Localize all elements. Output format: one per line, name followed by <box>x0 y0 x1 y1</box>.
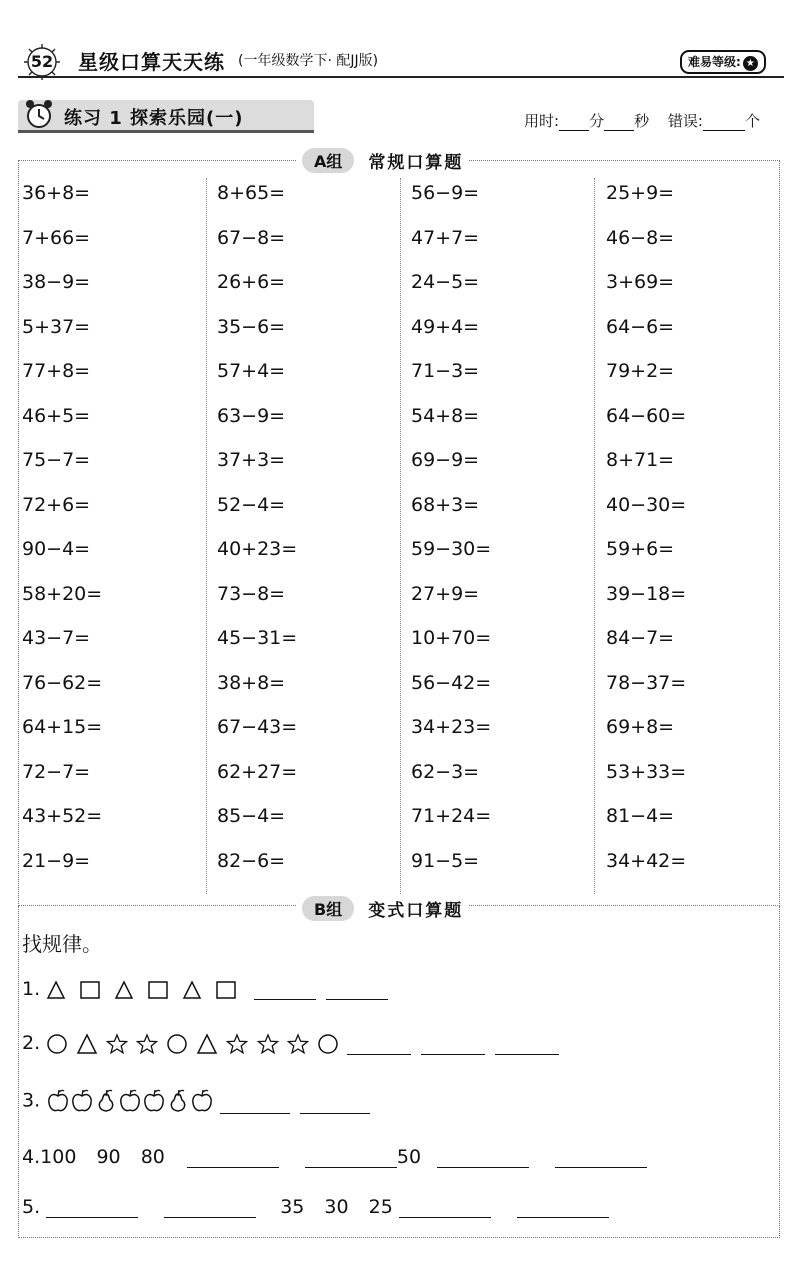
arithmetic-problem: 58+20= <box>22 582 103 605</box>
group-a-pill: A组 <box>302 148 354 173</box>
arithmetic-problem: 69−9= <box>411 449 480 471</box>
errors-blank[interactable] <box>703 116 745 131</box>
arithmetic-problem: 26+6= <box>217 271 286 293</box>
apple-icon <box>142 1088 166 1114</box>
exercise-title: 练习 1 探索乐园(一) <box>64 108 244 129</box>
arithmetic-problem: 59−30= <box>411 538 492 560</box>
arithmetic-problem: 43+52= <box>22 805 103 827</box>
answer-blank[interactable] <box>164 1199 256 1218</box>
apple-icon <box>118 1088 142 1114</box>
item-number: 1. <box>22 978 41 1000</box>
arithmetic-problem: 36+8= <box>22 182 91 204</box>
star-icon <box>287 1033 309 1055</box>
arithmetic-problem: 72+6= <box>22 493 91 516</box>
sequence-value: 25 <box>368 1196 393 1218</box>
column-divider <box>594 178 595 894</box>
arithmetic-problem: 46−8= <box>606 226 675 249</box>
difficulty-badge <box>680 50 766 74</box>
arithmetic-problem: 39−18= <box>606 582 687 605</box>
arithmetic-problem: 46+5= <box>22 404 91 427</box>
sequence-value: 80 <box>140 1146 165 1168</box>
circle-icon <box>166 1033 188 1055</box>
answer-blank[interactable] <box>347 1036 411 1055</box>
arithmetic-problem: 67−8= <box>217 226 286 249</box>
minutes-label: 分 <box>589 112 605 130</box>
arithmetic-problem: 40−30= <box>606 493 687 516</box>
answer-blank[interactable] <box>326 981 388 1000</box>
group-b-frame <box>18 906 780 1238</box>
arithmetic-problem: 25+9= <box>606 182 675 204</box>
pear-icon <box>94 1088 118 1114</box>
arithmetic-problem: 77+8= <box>22 360 91 382</box>
arithmetic-problem: 62−3= <box>411 760 480 783</box>
arithmetic-problem: 64−6= <box>606 315 675 338</box>
arithmetic-problem: 69+8= <box>606 716 675 738</box>
answer-blank[interactable] <box>517 1199 609 1218</box>
item-number: 2. <box>22 1032 41 1054</box>
answer-blank[interactable] <box>300 1095 370 1114</box>
apple-icon <box>46 1088 70 1114</box>
header-rule <box>18 76 784 78</box>
page-number: 52 <box>30 52 54 71</box>
arithmetic-problem: 64−60= <box>606 404 687 427</box>
seconds-label: 秒 <box>634 112 650 130</box>
group-a-header <box>296 146 469 174</box>
answer-blank[interactable] <box>305 1149 397 1168</box>
star-icon <box>136 1033 158 1055</box>
column-divider <box>400 178 401 894</box>
circle-icon <box>317 1033 339 1055</box>
arithmetic-problem: 7+66= <box>22 226 91 249</box>
pattern-1 <box>22 978 398 1000</box>
difficulty-label: 难易等级: <box>688 55 741 69</box>
arithmetic-problem: 34+42= <box>606 849 687 872</box>
sequence-value: 30 <box>324 1196 349 1218</box>
arithmetic-problem: 64+15= <box>22 716 103 738</box>
time-label: 用时: <box>524 112 560 130</box>
series-title: 星级口算天天练 <box>78 50 225 74</box>
answer-blank[interactable] <box>555 1149 647 1168</box>
arithmetic-problem: 53+33= <box>606 760 687 783</box>
arithmetic-problem: 10+70= <box>411 627 492 649</box>
arithmetic-problem: 85−4= <box>217 805 286 827</box>
star-icon: ★ <box>743 56 758 71</box>
square-icon <box>78 980 102 1000</box>
arithmetic-problem: 72−7= <box>22 760 91 783</box>
sequence-value: 50 <box>396 1146 422 1168</box>
arithmetic-problem: 34+23= <box>411 716 492 738</box>
arithmetic-problem: 54+8= <box>411 404 480 427</box>
arithmetic-problem: 56−42= <box>411 671 492 694</box>
count-label: 个 <box>744 112 760 130</box>
answer-blank[interactable] <box>495 1036 559 1055</box>
star-icon <box>226 1033 248 1055</box>
arithmetic-problem: 91−5= <box>411 849 480 872</box>
item-number: 5. <box>22 1196 41 1218</box>
answer-blank[interactable] <box>220 1095 290 1114</box>
square-icon <box>214 980 238 1000</box>
arithmetic-problem: 73−8= <box>217 582 286 605</box>
answer-blank[interactable] <box>437 1149 529 1168</box>
alarm-clock-icon <box>22 97 56 131</box>
arithmetic-problem: 57+4= <box>217 360 286 382</box>
sequence-value: 100 <box>40 1146 77 1168</box>
arithmetic-problem: 79+2= <box>606 360 675 382</box>
arithmetic-problem: 81−4= <box>606 805 675 827</box>
arithmetic-problem: 59+6= <box>606 538 675 560</box>
arithmetic-problem: 62+27= <box>217 760 298 783</box>
group-a-title: 常规口算题 <box>368 152 464 173</box>
arithmetic-problem: 27+9= <box>411 582 480 605</box>
arithmetic-problem: 38−9= <box>22 271 91 293</box>
arithmetic-problem: 8+65= <box>217 182 286 204</box>
arithmetic-problem: 90−4= <box>22 538 91 560</box>
square-icon <box>146 980 170 1000</box>
arithmetic-problem: 45−31= <box>217 627 298 649</box>
arithmetic-problem: 76−62= <box>22 671 103 694</box>
group-b-header <box>296 894 469 922</box>
sequence-value: 90 <box>96 1146 121 1168</box>
answer-blank[interactable] <box>399 1199 491 1218</box>
arithmetic-problem: 67−43= <box>217 716 298 738</box>
item-number: 3. <box>22 1089 41 1112</box>
group-b-title: 变式口算题 <box>368 900 464 921</box>
arithmetic-problem: 35−6= <box>217 315 286 338</box>
sequence-4 <box>22 1146 657 1168</box>
arithmetic-problem: 43−7= <box>22 627 91 649</box>
arithmetic-problem: 84−7= <box>606 627 675 649</box>
arithmetic-problem: 47+7= <box>411 226 480 249</box>
arithmetic-problem: 38+8= <box>217 671 286 694</box>
group-b-pill: B组 <box>302 896 354 921</box>
arithmetic-problem: 63−9= <box>217 404 286 427</box>
apple-icon <box>190 1088 214 1114</box>
pattern-2 <box>22 1032 569 1055</box>
arithmetic-problem: 40+23= <box>217 538 298 560</box>
apple-icon <box>70 1088 94 1114</box>
arithmetic-problem: 49+4= <box>411 315 480 338</box>
arithmetic-problem: 68+3= <box>411 493 480 516</box>
arithmetic-problem: 82−6= <box>217 849 286 872</box>
arithmetic-problem: 71+24= <box>411 805 492 827</box>
seconds-blank[interactable] <box>604 116 634 131</box>
triangle-icon <box>182 980 202 1000</box>
arithmetic-problem: 56−9= <box>411 182 480 204</box>
item-number: 4. <box>22 1146 41 1168</box>
arithmetic-problem: 24−5= <box>411 271 480 293</box>
answer-blank[interactable] <box>187 1149 279 1168</box>
minutes-blank[interactable] <box>559 116 589 131</box>
arithmetic-problem: 8+71= <box>606 449 675 471</box>
triangle-icon <box>114 980 134 1000</box>
arithmetic-problem: 52−4= <box>217 493 286 516</box>
arithmetic-problem: 21−9= <box>22 849 91 872</box>
arithmetic-problem: 78−37= <box>606 671 687 694</box>
timer-row <box>524 110 760 131</box>
arithmetic-problem: 75−7= <box>22 449 91 471</box>
star-icon <box>106 1033 128 1055</box>
arithmetic-problem: 71−3= <box>411 360 480 382</box>
pear-icon <box>166 1088 190 1114</box>
triangle-icon <box>76 1033 98 1055</box>
arithmetic-problem: 5+37= <box>22 315 91 338</box>
triangle-icon <box>46 980 66 1000</box>
error-label: 错误: <box>667 112 703 130</box>
instruction: 找规律。 <box>22 932 102 956</box>
column-divider <box>206 178 207 894</box>
sequence-5 <box>22 1196 619 1218</box>
answer-blank[interactable] <box>421 1036 485 1055</box>
arithmetic-problem: 3+69= <box>606 271 675 293</box>
pattern-3 <box>22 1088 380 1114</box>
triangle-icon <box>196 1033 218 1055</box>
sequence-value: 35 <box>280 1196 305 1218</box>
answer-blank[interactable] <box>46 1199 138 1218</box>
answer-blank[interactable] <box>254 981 316 1000</box>
arithmetic-problem: 37+3= <box>217 449 286 471</box>
series-subtitle: (一年级数学下· 配JJ版) <box>238 53 379 69</box>
star-icon <box>257 1033 279 1055</box>
circle-icon <box>46 1033 68 1055</box>
